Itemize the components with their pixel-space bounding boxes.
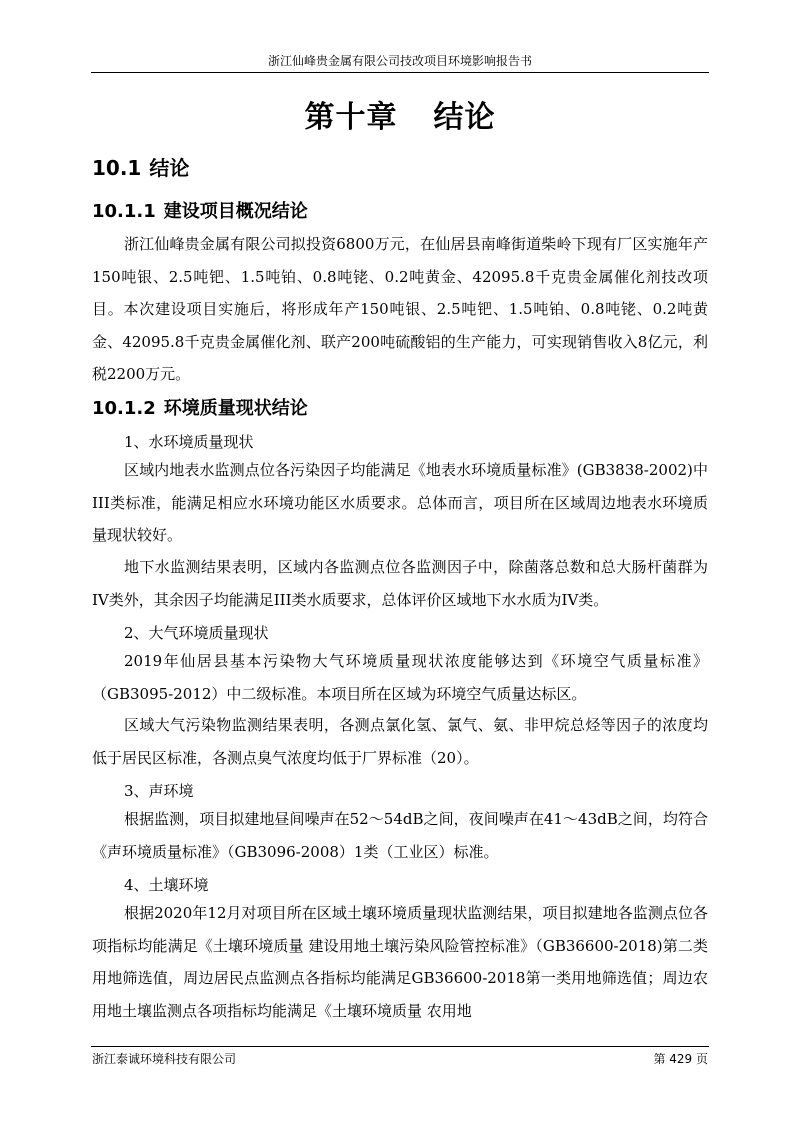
chapter-title bbox=[0, 92, 800, 136]
section-number: 10.1.1 bbox=[92, 201, 156, 222]
footer-company: 浙江泰诚环境科技有限公司 bbox=[92, 1052, 237, 1066]
header-rule bbox=[91, 72, 709, 73]
noise-paragraph: 根据监测，项目拟建地昼间噪声在52～54dB之间，夜间噪声在41～43dB之间，均符合《声环境质量标准》（GB3096-2008）1类（工业区）标准。 bbox=[92, 810, 708, 861]
section-title: 结论 bbox=[149, 156, 190, 180]
air-monitoring-paragraph: 区域大气污染物监测结果表明，各测点氯化氢、氯气、氨、非甲烷总烃等因子的浓度均低于居民区标准，各测点臭气浓度均低于厂界标准（20）。 bbox=[92, 716, 708, 767]
project-overview-paragraph: 浙江仙峰贵金属有限公司拟投资6800万元，在仙居县南峰街道柴岭下现有厂区实施年产150吨银、2.5吨钯、1.5吨铂、0.8吨铑、0.2吨黄金、42095.8千克贵金属催化剂技改项目。本次建设项目实施后，将形成年产150吨银、2.5吨钯、1.5吨铂、0.8吨铑、0.2吨黄金、42095.8千克贵金属催化剂、联产200吨硫酸铝的生产能力，可实现销售收入8亿元，利税2200万元。 bbox=[92, 235, 708, 383]
chapter-name: 结论 bbox=[433, 100, 496, 135]
section-heading-10-1-1 bbox=[92, 197, 308, 223]
air-basic-paragraph: 2019年仙居县基本污染物大气环境质量现状浓度能够达到《环境空气质量标准》（GB3095-2012）中二级标准。本项目所在区域为环境空气质量达标区。 bbox=[92, 652, 708, 703]
air-heading: 2、大气环境质量现状 bbox=[124, 624, 269, 642]
section-heading-10-1 bbox=[92, 152, 189, 181]
section-heading-10-1-2 bbox=[92, 394, 308, 420]
footer-rule bbox=[91, 1046, 709, 1047]
chapter-number: 第十章 bbox=[304, 100, 398, 135]
section-number: 10.1.2 bbox=[92, 398, 156, 419]
soil-heading: 4、土壤环境 bbox=[124, 876, 209, 894]
section-title: 建设项目概况结论 bbox=[163, 201, 308, 222]
section-number: 10.1 bbox=[92, 156, 142, 180]
page-number: 第 429 页 bbox=[653, 1052, 708, 1066]
groundwater-paragraph: 地下水监测结果表明，区域内各监测点位各监测因子中，除菌落总数和总大肠杆菌群为IV类外，其余因子均能满足III类水质要求，总体评价区域地下水水质为IV类。 bbox=[92, 558, 708, 609]
soil-paragraph: 根据2020年12月对项目所在区域土壤环境质量现状监测结果，项目拟建地各监测点位各项指标均能满足《土壤环境质量 建设用地土壤污染风险管控标准》（GB36600-2018)第二类用地筛选值，周边居民点监测点各指标均能满足GB36600-2018第一类用地筛选值；周边农用地土壤监测点各项指标均能满足《土壤环境质量 农用地 bbox=[92, 904, 708, 1020]
water-heading: 1、水环境质量现状 bbox=[124, 433, 254, 451]
running-header: 浙江仙峰贵金属有限公司技改项目环境影响报告书 bbox=[267, 54, 532, 68]
noise-heading: 3、声环境 bbox=[124, 782, 194, 800]
surface-water-paragraph: 区域内地表水监测点位各污染因子均能满足《地表水环境质量标准》(GB3838-2002)中III类标准，能满足相应水环境功能区水质要求。总体而言，项目所在区域周边地表水环境质量现状较好。 bbox=[92, 461, 708, 544]
section-title: 环境质量现状结论 bbox=[163, 398, 308, 419]
